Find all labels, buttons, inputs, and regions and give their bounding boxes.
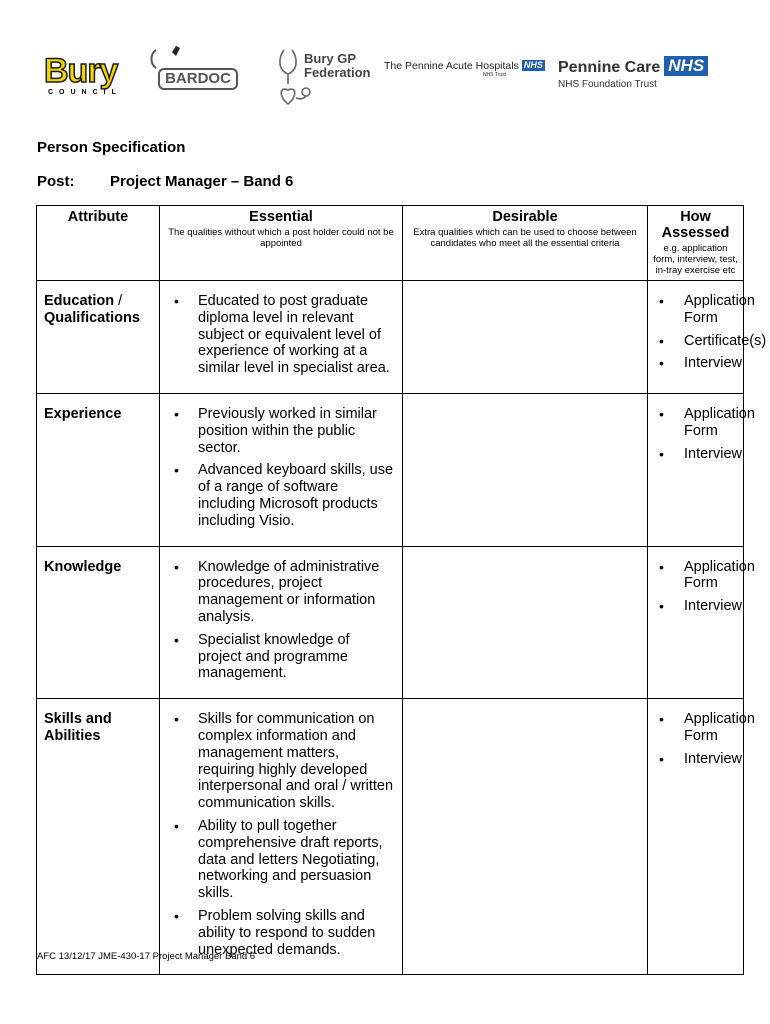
post-value: Project Manager – Band 6 <box>110 173 294 190</box>
bury-gp-federation-logo <box>276 48 372 110</box>
bury-logo-sub: COUNCIL <box>48 89 122 96</box>
assessed-cell <box>648 393 755 546</box>
desirable-cell <box>403 393 648 546</box>
table-row <box>37 393 744 546</box>
desirable-cell <box>403 546 648 699</box>
essential-cell <box>160 699 403 975</box>
row-label-experience: Experience <box>37 393 160 546</box>
page-footer: AFC 13/12/17 JME-430-17 Project Manager Band 6 <box>37 951 256 962</box>
pennine-care-logo <box>558 56 728 96</box>
list-item: • Specialist knowledge of project and programme management. <box>160 632 396 682</box>
bardoc-logo <box>146 46 242 94</box>
list-item: • Certificate(s) <box>648 333 737 350</box>
list-item: • Previously worked in similar position within the public sector. <box>160 406 396 456</box>
pennine-acute-logo <box>384 60 543 90</box>
pennine-acute-title: The Pennine Acute Hospitals <box>384 60 519 72</box>
assessed-cell <box>648 699 755 975</box>
pennine-acute-sub: NHS Trust <box>482 72 506 78</box>
essential-cell <box>160 281 403 394</box>
header-attribute: Attribute <box>37 206 160 281</box>
list-item: • Advanced keyboard skills, use of a range of software including Microsoft products including Visio. <box>160 462 396 529</box>
document-title: Person Specification <box>37 139 186 156</box>
person-spec-table <box>36 205 767 975</box>
pennine-care-title: Pennine Care <box>558 59 661 76</box>
header-essential: Essential The qualities without which a post holder could not be appointed <box>160 206 403 281</box>
bury-logo-word: Bury <box>44 52 118 90</box>
header-desirable: Desirable Extra qualities which can be used to choose between candidates who meet all the essential criteria <box>403 206 648 281</box>
desirable-cell <box>403 699 648 975</box>
row-label-education: Education / Qualifications <box>37 281 160 394</box>
header-logos <box>0 40 770 115</box>
list-item: • Interview <box>648 598 737 615</box>
assessed-cell <box>648 281 767 394</box>
list-item: • Application Form <box>648 406 737 440</box>
list-item: • Problem solving skills and ability to respond to sudden unexpected demands. <box>160 908 396 958</box>
essential-cell <box>160 546 403 699</box>
desirable-cell <box>403 281 648 394</box>
table-header-row <box>37 206 744 281</box>
list-item: • Interview <box>648 355 737 372</box>
assessed-cell <box>648 546 755 699</box>
list-item: • Educated to post graduate diploma level in relevant subject or equivalent level of experience of working at a similar level in specialist area. <box>160 293 396 377</box>
header-desirable-sub: Extra qualities which can be used to choose between candidates who meet all the essential criteria <box>413 227 637 249</box>
list-item: • Application Form <box>648 559 737 593</box>
table-row <box>37 699 744 975</box>
list-item: • Application Form <box>648 711 737 745</box>
row-label-skills: Skills and Abilities <box>37 699 160 975</box>
list-item: • Skills for communication on complex information and management matters, requiring highly developed interpersonal and oral / written communication skills. <box>160 711 396 812</box>
list-item: • Interview <box>648 751 737 768</box>
header-essential-sub: The qualities without which a post holder could not be appointed <box>168 227 394 249</box>
list-item: • Knowledge of administrative procedures, project management or information analysis. <box>160 559 396 626</box>
table-row <box>37 546 744 699</box>
header-assessed-sub: e.g. application form, interview, test, in-tray exercise etc <box>653 243 738 276</box>
post-label: Post: <box>37 173 75 190</box>
list-item: • Application Form <box>648 293 737 327</box>
header-how-assessed: How Assessed e.g. application form, interview, test, in-tray exercise etc <box>648 206 744 281</box>
table-row <box>37 281 744 394</box>
pennine-care-sub: NHS Foundation Trust <box>558 79 657 90</box>
row-label-knowledge: Knowledge <box>37 546 160 699</box>
nhs-badge-small: NHS <box>523 60 543 70</box>
bardoc-logo-text: BARDOC <box>158 68 238 90</box>
list-item: • Ability to pull together comprehensive draft reports, data and letters Negotiating, networking and persuasion skills. <box>160 818 396 902</box>
essential-cell <box>160 393 403 546</box>
gp-federation-text: Bury GP Federation <box>304 51 371 80</box>
list-item: • Interview <box>648 446 737 463</box>
nhs-badge-large: NHS <box>664 56 708 76</box>
bury-council-logo <box>44 54 136 98</box>
